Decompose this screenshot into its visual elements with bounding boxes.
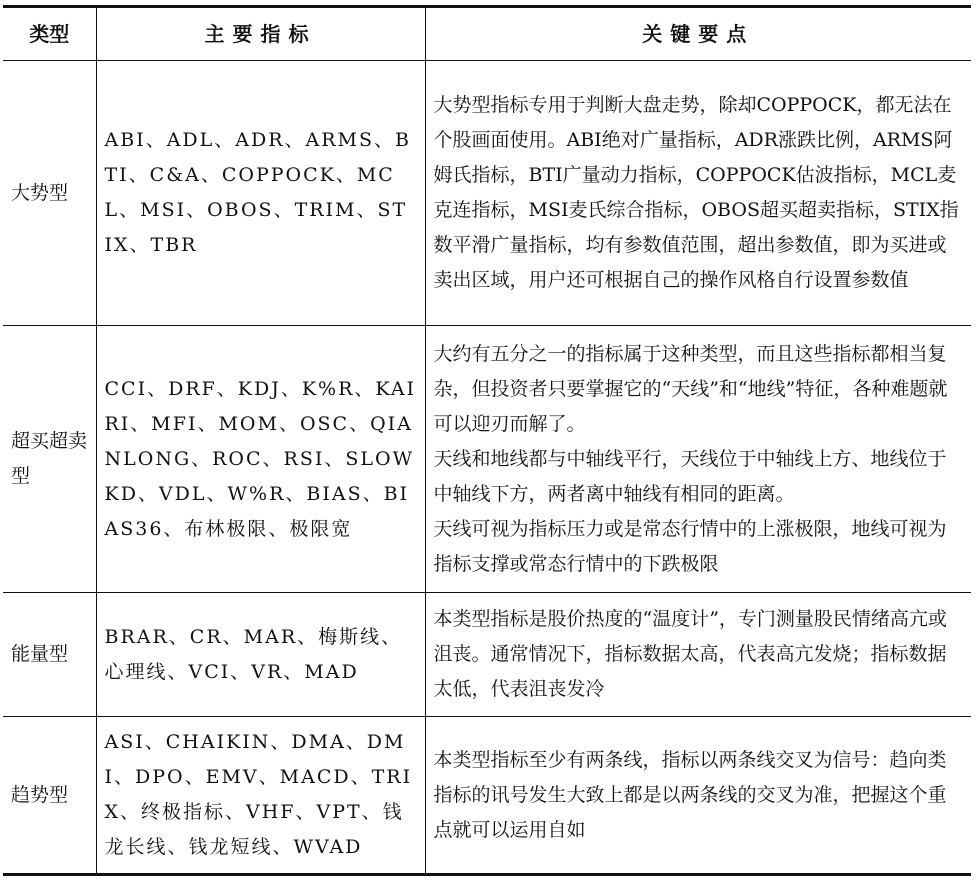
key-point-text: 天线和地线都与中轴线平行，天线位于中轴线上方、地线位于中轴线下方，两者离中轴线有相同的距离。 [433, 447, 947, 505]
table-row [3, 593, 971, 717]
key-point-text: 大约有五分之一的指标属于这种类型，而且这些指标都相当复杂，但投资者只要掌握它的“天线”和“地线”特征，各种难题就可以迎刃而解了。 [433, 342, 948, 435]
table-row [3, 717, 971, 875]
key-points-cell [425, 326, 971, 593]
table-row [3, 61, 971, 326]
indicators-cell: BRAR、CR、MAR、梅斯线、心理线、VCI、VR、MAD [96, 593, 425, 717]
type-cell: 超买超卖型 [3, 326, 96, 593]
header-type: 类型 [3, 7, 96, 61]
key-points-cell [425, 61, 971, 326]
table-row [3, 326, 971, 593]
key-point-text: 本类型指标至少有两条线，指标以两条线交叉为信号：趋向类指标的讯号发生大致上都是以两条线的交叉为准，把握这个重点就可以运用自如 [433, 748, 947, 841]
indicators-cell: ASI、CHAIKIN、DMA、DMI、DPO、EMV、MACD、TRIX、终极指标、VHF、VPT、钱龙长线、钱龙短线、WVAD [96, 717, 425, 875]
indicator-table [3, 5, 971, 876]
type-cell: 能量型 [3, 593, 96, 717]
key-points-cell [425, 593, 971, 717]
indicators-cell: ABI、ADL、ADR、ARMS、BTI、C&A、COPPOCK、MCL、MSI、OBOS、TRIM、STIX、TBR [96, 61, 425, 326]
key-point-text: 大势型指标专用于判断大盘走势，除却COPPOCK，都无法在个股画面使用。ABI绝对广量指标，ADR涨跌比例，ARMS阿姆氏指标，BTI广量动力指标，COPPOCK估波指标，MCL麦克连指标，MSI麦氏综合指标，OBOS超买超卖指标，STIX指数平滑广量指标，均有参数值范围，超出参数值，即为买进或卖出区域，用户还可根据自己的操作风格自行设置参数值 [433, 94, 959, 291]
table-header-row [3, 7, 971, 61]
indicators-cell: CCI、DRF、KDJ、K%R、KAIRI、MFI、MOM、OSC、QIANLONG、ROC、RSI、SLOWKD、VDL、W%R、BIAS、BIAS36、布林极限、极限宽 [96, 326, 425, 593]
key-points-cell [425, 717, 971, 875]
header-indicators: 主要指标 [96, 7, 425, 61]
type-cell: 趋势型 [3, 717, 96, 875]
header-key-points: 关键要点 [425, 7, 971, 61]
type-cell: 大势型 [3, 61, 96, 326]
key-point-text: 天线可视为指标压力或是常态行情中的上涨极限，地线可视为指标支撑或常态行情中的下跌极限 [433, 517, 947, 575]
key-point-text: 本类型指标是股价热度的“温度计”，专门测量股民情绪高亢或沮丧。通常情况下，指标数据太高，代表高亢发烧；指标数据太低，代表沮丧发冷 [433, 608, 947, 700]
